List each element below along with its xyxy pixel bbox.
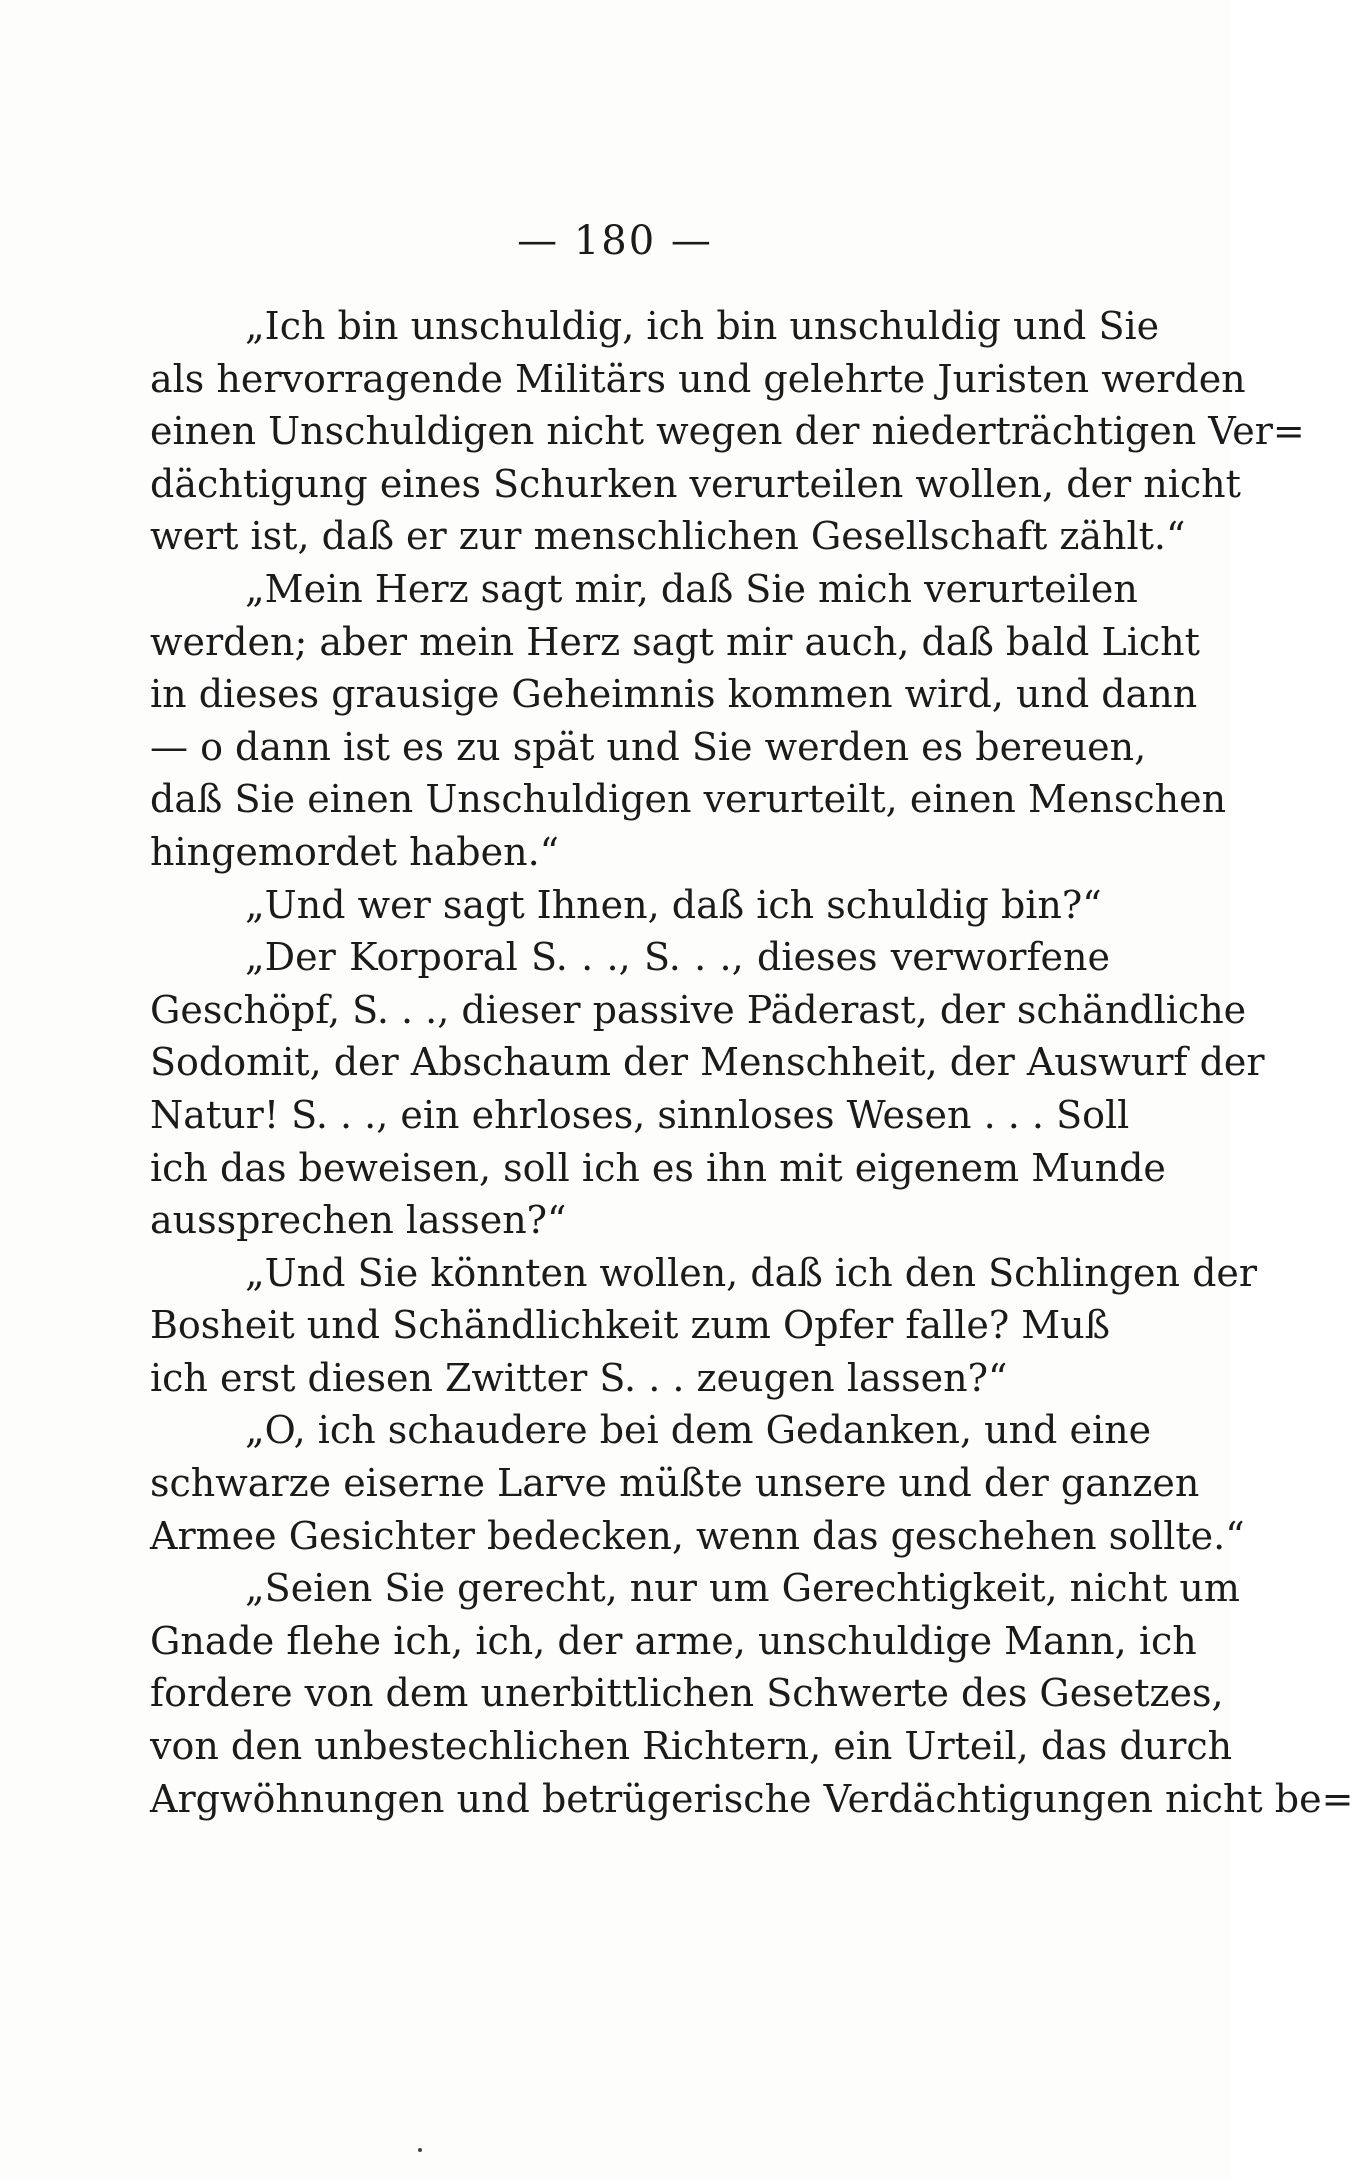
text-line: „Ich bin unschuldig, ich bin unschuldig und Sie [245, 304, 1160, 348]
text-line: Sodomit, der Abschaum der Menschheit, der Auswurf der [150, 1040, 1265, 1085]
text-line: aussprechen lassen?“ [150, 1198, 567, 1243]
text-line: Armee Gesichter bedecken, wenn das geschehen sollte.“ [150, 1513, 1245, 1558]
text-line: „Und wer sagt Ihnen, daß ich schuldig bin?“ [245, 882, 1102, 927]
text-line: „O, ich schaudere bei dem Gedanken, und eine [245, 1408, 1152, 1453]
text-line: ich das beweisen, soll ich es ihn mit eigenem Munde [150, 1145, 1166, 1190]
text-line: „Seien Sie gerecht, nur um Gerechtigkeit, nicht um [245, 1566, 1240, 1611]
text-line: Gnade flehe ich, ich, der arme, unschuldige Mann, ich [150, 1618, 1197, 1663]
text-line: fordere von dem unerbittlichen Schwerte des Gesetzes, [150, 1671, 1224, 1716]
text-line: hingemordet haben.“ [150, 829, 560, 874]
body-text [150, 300, 1353, 1825]
text-line: „Mein Herz sagt mir, daß Sie mich verurteilen [245, 566, 1138, 611]
text-line: wert ist, daß er zur menschlichen Gesellschaft zählt.“ [150, 514, 1186, 559]
text-line: als hervorragende Militärs und gelehrte Juristen werden [150, 356, 1246, 401]
page-number: — 180 — [517, 218, 713, 264]
text-line: schwarze eiserne Larve müßte unsere und der ganzen [150, 1461, 1200, 1506]
text-line: Geschöpf, S. . ., dieser passive Päderast, der schändliche [150, 987, 1247, 1032]
text-line: „Und Sie könnten wollen, daß ich den Schlingen der [245, 1250, 1258, 1295]
text-line: einen Unschuldigen nicht wegen der niederträchtigen Ver= [150, 409, 1305, 454]
text-line: werden; aber mein Herz sagt mir auch, daß bald Licht [150, 619, 1200, 664]
text-line: Argwöhnungen und betrügerische Verdächtigungen nicht be= [150, 1776, 1353, 1821]
text-line: in dieses grausige Geheimnis kommen wird, und dann [150, 672, 1198, 717]
text-line: dächtigung eines Schurken verurteilen wollen, der nicht [150, 461, 1241, 506]
text-line: „Der Korporal S. . ., S. . ., dieses verworfene [245, 935, 1110, 980]
paper-speck [418, 2148, 422, 2152]
text-line: daß Sie einen Unschuldigen verurteilt, einen Menschen [150, 777, 1227, 822]
text-line: — o dann ist es zu spät und Sie werden es bereuen, [150, 724, 1147, 769]
text-line: ich erst diesen Zwitter S. . . zeugen lassen?“ [150, 1355, 1008, 1400]
text-line: Natur! S. . ., ein ehrloses, sinnloses Wesen . . . Soll [150, 1092, 1130, 1137]
text-line: Bosheit und Schändlichkeit zum Opfer falle? Muß [150, 1303, 1111, 1348]
text-line: von den unbestechlichen Richtern, ein Urteil, das durch [150, 1724, 1233, 1769]
